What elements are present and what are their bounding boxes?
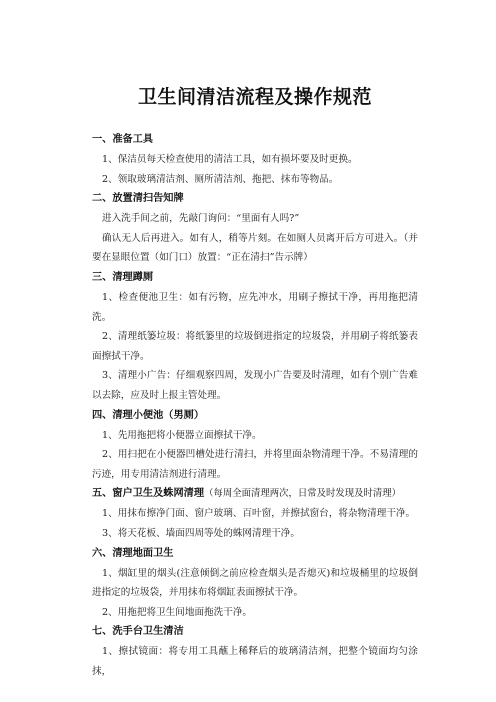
paragraph: 1、先用拖把将小便器立面擦拭干净。: [102, 429, 262, 441]
section-heading: 二、放置清扫告知牌: [92, 193, 184, 205]
paragraph: 2、用拖把将卫生间地面拖洗干净。: [102, 606, 253, 618]
paragraph: 2、领取玻璃清洁剂、厕所清洁剂、拖把、抹布等物品。: [102, 173, 339, 185]
paragraph: 2、用扫把在小便器凹槽处进行清扫，并将里面杂物清理干净。不易清理的污迹，用专用清洁剂进行清理。: [92, 449, 418, 480]
paragraph: 1、检查便池卫生：如有污物，应先冲水，用刷子擦拭干净，再用拖把清洗。: [92, 291, 418, 323]
paragraph: 1、用抹布擦净门面、窗户玻璃、百叶窗，并擦拭窗台，将杂物清理干净。: [102, 508, 416, 520]
section-heading: 四、清理小便池（男厕）: [92, 409, 205, 421]
section-heading: 六、清理地面卫生: [92, 547, 174, 559]
document-title: 卫生间清洁流程及操作规范: [137, 86, 372, 108]
paragraph: 1、擦拭镜面：将专用工具蘸上稀释后的玻璃清洁剂，把整个镜面均匀涂抹，: [92, 646, 418, 677]
section-heading: 一、准备工具: [92, 134, 154, 145]
section-heading-text: 五、窗户卫生及蛛网清理: [92, 488, 205, 500]
document-body: [92, 130, 418, 681]
section-heading: 七、洗手台卫生清洁: [92, 626, 184, 638]
section-heading-note: （每周全面清理两次，日常及时发现及时清理）: [204, 488, 401, 500]
section-heading: 三、清理蹲厕: [92, 271, 154, 283]
paragraph: 3、清理小广告：仔细观察四周，发现小广告要及时清理，如有个别广告难以去除，应及时上报主管处理。: [92, 370, 418, 401]
paragraph: 确认无人后再进入。如有人，稍等片刻。在如厕人员离开后方可进入。（并要在显眼位置（如门口）放置：“正在清扫”告示牌）: [92, 232, 418, 264]
paragraph: 3、将天花板、墙面四周等处的蛛网清理干净。: [102, 527, 300, 539]
section-heading: [92, 484, 418, 504]
paragraph: 进入洗手间之前，先敲门询问：“里面有人吗?”: [102, 213, 300, 225]
paragraph: 1、保洁员每天检查使用的清洁工具，如有损坏要及时更换。: [102, 154, 358, 165]
paragraph: 1、烟缸里的烟头(注意倾倒之前应检查烟头是否熄灭)和垃圾桶里的垃圾倒进指定的垃圾袋，并用抹布将烟缸表面擦拭干净。: [92, 567, 418, 599]
paragraph: 2、清理纸篓垃圾：将纸篓里的垃圾倒进指定的垃圾袋，并用刷子将纸篓表面擦拭干净。: [92, 331, 418, 362]
